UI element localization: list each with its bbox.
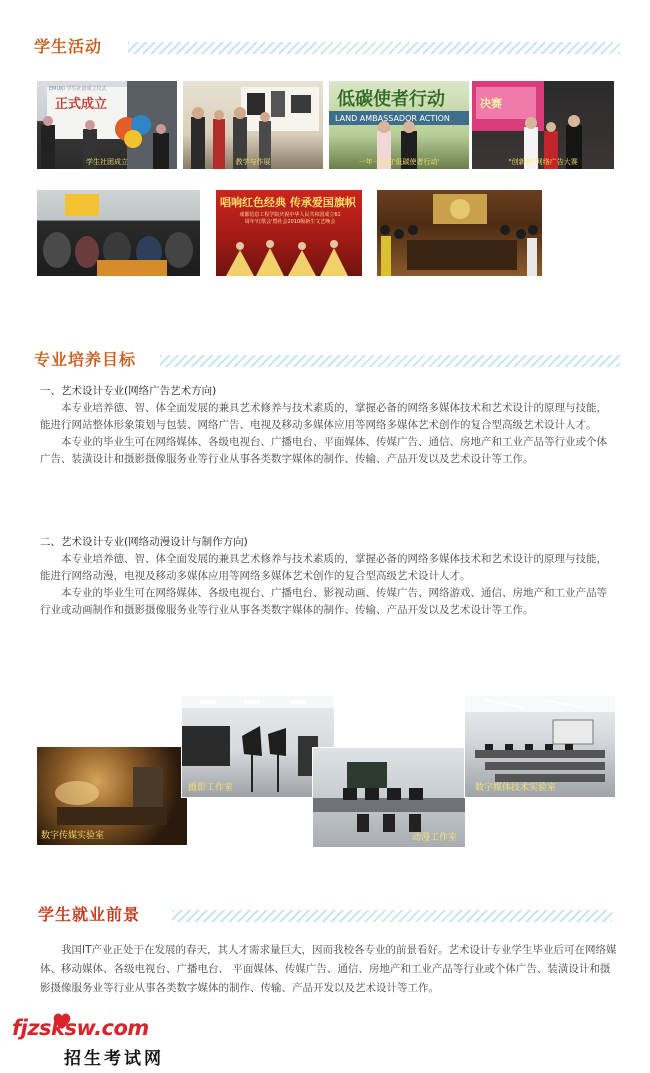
lab-photo-animation xyxy=(312,747,466,848)
section-title-goals: 专业培养目标 xyxy=(34,350,137,369)
major-1-paragraph-1: 本专业培养德、智、体全面发展的兼具艺术修养与技术素质的，掌握必备的网络多媒体技术和艺术设计的原理与技能，能进行网站整体形象策划与包装、网络广告、电视及移动多媒体应用等网络多媒体艺术创作的复合型高级艺术设计人才。 xyxy=(40,402,607,431)
major-2-block xyxy=(40,534,615,619)
activity-caption-1: 学生社团成立 xyxy=(86,158,128,166)
lab-caption-digital-tech: 数字媒体技术实验室 xyxy=(475,783,557,793)
section-divider xyxy=(128,42,620,54)
lab-caption-digital-media: 数字传媒实验室 xyxy=(41,831,105,841)
activity-banner-4: 决赛 xyxy=(480,97,502,110)
watermark-name: 招生考试网 xyxy=(64,1049,164,1069)
exhibition-scene xyxy=(183,81,323,169)
major-2-heading: 二、艺术设计专业(网络动漫设计与制作方向) xyxy=(40,536,248,548)
major-2-paragraph-1: 本专业培养德、智、体全面发展的兼具艺术修养与技术素质的，掌握必备的网络多媒体技术和艺术设计的原理与技能，能进行网络动漫，电视及移动多媒体应用等网络多媒体艺术创作的复合型高级艺术设计人才。 xyxy=(40,553,607,582)
activity-caption-3: 一年一度的'低碳使者行动' xyxy=(358,158,440,166)
lab-photo-digital-media xyxy=(37,747,187,845)
activity-banner-6b: 成都信息工程学院庆祝中华人民共和国成立61周年'红歌会'暨社会2010级新生文艺晚会 xyxy=(239,212,341,225)
activity-photo-6 xyxy=(216,190,362,276)
activity-photo-5 xyxy=(37,190,200,276)
major-1-block xyxy=(40,383,615,468)
lab-photo-digital-tech xyxy=(464,695,616,798)
activity-photo-3 xyxy=(329,81,469,169)
section-header-activities xyxy=(0,34,650,62)
section-divider xyxy=(172,910,612,922)
museum-visit-scene xyxy=(377,190,542,276)
career-paragraph: 我国IT产业正处于在发展的春天，其人才需求量巨大，因而我校各专业的前景看好。艺术设计专业学生毕业后可在网络媒体、移动媒体、各级电视台、广播电台、 平面媒体、传媒广告、通信、房地产和工业产品等行业或个体广告、装潢设计和摄影摄像服务业等行业从事各类数字媒体的制作、传输、产品开发以及艺术设计等工作。 xyxy=(40,944,617,994)
career-block xyxy=(40,941,618,998)
lab-caption-photography: 摄影工作室 xyxy=(188,783,234,793)
section-header-goals xyxy=(0,347,650,375)
activity-caption-2: 教学与作展 xyxy=(235,158,271,166)
activity-banner-1b: EMUKI 学生社团成立仪式 xyxy=(49,86,107,92)
section-header-career xyxy=(0,902,650,930)
watermark-domain: fjzsksw.com xyxy=(12,1016,149,1040)
section-title-activities: 学生活动 xyxy=(34,37,103,56)
activity-banner-3b: LAND AMBASSADOR ACTION xyxy=(335,114,450,123)
section-divider xyxy=(160,355,620,367)
major-1-heading: 一、艺术设计专业(网络广告艺术方向) xyxy=(40,385,217,397)
watermark-logo xyxy=(12,1012,182,1072)
activity-banner-3: 低碳使者行动 xyxy=(337,89,445,110)
major-2-paragraph-2: 本专业的毕业生可在网络媒体、各级电视台、广播电台、影视动画、传媒广告、网络游戏、通信、房地产和工业产品等行业或动画制作和摄影摄像服务业等行业从事各类数字媒体的制作、传输、产品开发以及艺术设计等工作。 xyxy=(40,587,607,616)
lecture-scene xyxy=(37,190,200,276)
major-1-paragraph-2: 本专业的毕业生可在网络媒体、各级电视台、广播电台、平面媒体、传媒广告、通信、房地产和工业产品等行业或个体广告、装潢设计和摄影摄像服务业等行业从事各类数字媒体的制作、传输、产品开发以及艺术设计等工作。 xyxy=(40,436,607,465)
activity-photo-1 xyxy=(37,81,177,169)
activity-banner-1: 正式成立 xyxy=(55,97,108,112)
activity-photo-7 xyxy=(377,190,542,276)
lab-caption-animation: 动漫工作室 xyxy=(411,833,457,843)
section-title-career: 学生就业前景 xyxy=(38,905,141,924)
activity-banner-6: 唱响红色经典 传承爱国旗帜 xyxy=(220,196,356,209)
activity-photo-2 xyxy=(183,81,323,169)
activity-photo-4 xyxy=(472,81,614,169)
activity-caption-4: "创新杯"网络广告大赛 xyxy=(508,158,578,166)
